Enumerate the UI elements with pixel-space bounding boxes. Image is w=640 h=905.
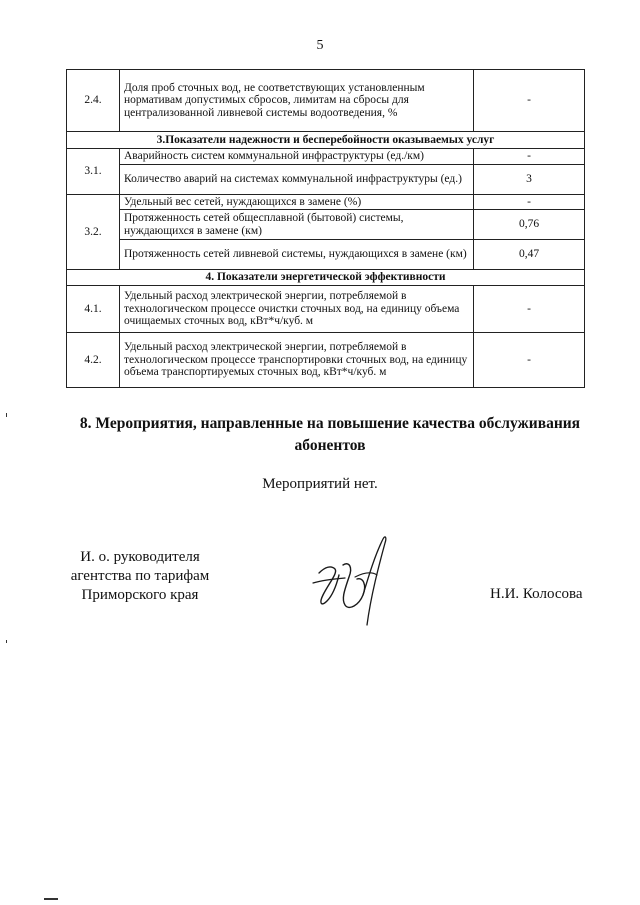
row-description: Удельный расход электрической энергии, потребляемой в технологическом процессе очистки сточных вод, на единицу объема очищаемых сточных вод, кВт*ч/куб. м <box>120 286 474 333</box>
row-value: - <box>474 70 585 132</box>
row-value: - <box>474 286 585 333</box>
page-number: 5 <box>316 38 324 53</box>
section-8-text: Мероприятий нет. <box>262 476 378 492</box>
section-8-heading: 8. Мероприятия, направленные на повышение качества обслуживания абонентов <box>79 415 581 454</box>
table-row <box>67 333 585 388</box>
row-number: 2.4. <box>67 70 120 132</box>
row-description: Протяженность сетей ливневой системы, нуждающихся в замене (км) <box>120 240 474 270</box>
row-value: 3 <box>474 164 585 194</box>
section-title: 4. Показатели энергетической эффективности <box>67 270 585 286</box>
table-row <box>67 286 585 333</box>
table-row <box>67 149 585 165</box>
table-row <box>67 210 585 240</box>
row-number: 4.1. <box>67 286 120 333</box>
scan-edge-mark <box>6 640 7 643</box>
row-description: Количество аварий на системах коммунальной инфраструктуры (ед.) <box>120 164 474 194</box>
signer-title-line: Приморского края <box>81 587 199 603</box>
table-row <box>67 240 585 270</box>
row-number: 3.1. <box>67 149 120 195</box>
row-description: Протяженность сетей общесплавной (бытовой) системы, нуждающихся в замене (км) <box>120 210 474 240</box>
indicators-table <box>66 69 585 388</box>
table-row <box>67 70 585 132</box>
row-value: - <box>474 194 585 210</box>
table-row <box>67 164 585 194</box>
row-description: Удельный вес сетей, нуждающихся в замене (%) <box>120 194 474 210</box>
signer-title-line: агентства по тарифам <box>70 568 210 584</box>
row-value: 0,76 <box>474 210 585 240</box>
handwritten-signature <box>305 525 415 635</box>
scan-edge-mark <box>44 898 58 900</box>
signer-name: Н.И. Колосова <box>490 586 583 602</box>
section-row <box>67 270 585 286</box>
signer-title-line: И. о. руководителя <box>80 549 200 565</box>
section-title: 3.Показатели надежности и бесперебойности оказываемых услуг <box>67 132 585 149</box>
row-description: Доля проб сточных вод, не соответствующих установленным нормативам допустимых сбросов, лимитам на сбросы для централизованной ливневой системы водоотведения, % <box>120 70 474 132</box>
scan-edge-mark <box>6 413 7 417</box>
row-description: Аварийность систем коммунальной инфраструктуры (ед./км) <box>120 149 474 165</box>
row-value: - <box>474 149 585 165</box>
row-number: 3.2. <box>67 194 120 270</box>
row-description: Удельный расход электрической энергии, потребляемой в технологическом процессе транспортировки сточных вод, на единицу объема транспортируемых сточных вод, кВт*ч/куб. м <box>120 333 474 388</box>
signer-title <box>50 548 230 605</box>
row-value: - <box>474 333 585 388</box>
row-number: 4.2. <box>67 333 120 388</box>
section-row <box>67 132 585 149</box>
table-row <box>67 194 585 210</box>
row-value: 0,47 <box>474 240 585 270</box>
